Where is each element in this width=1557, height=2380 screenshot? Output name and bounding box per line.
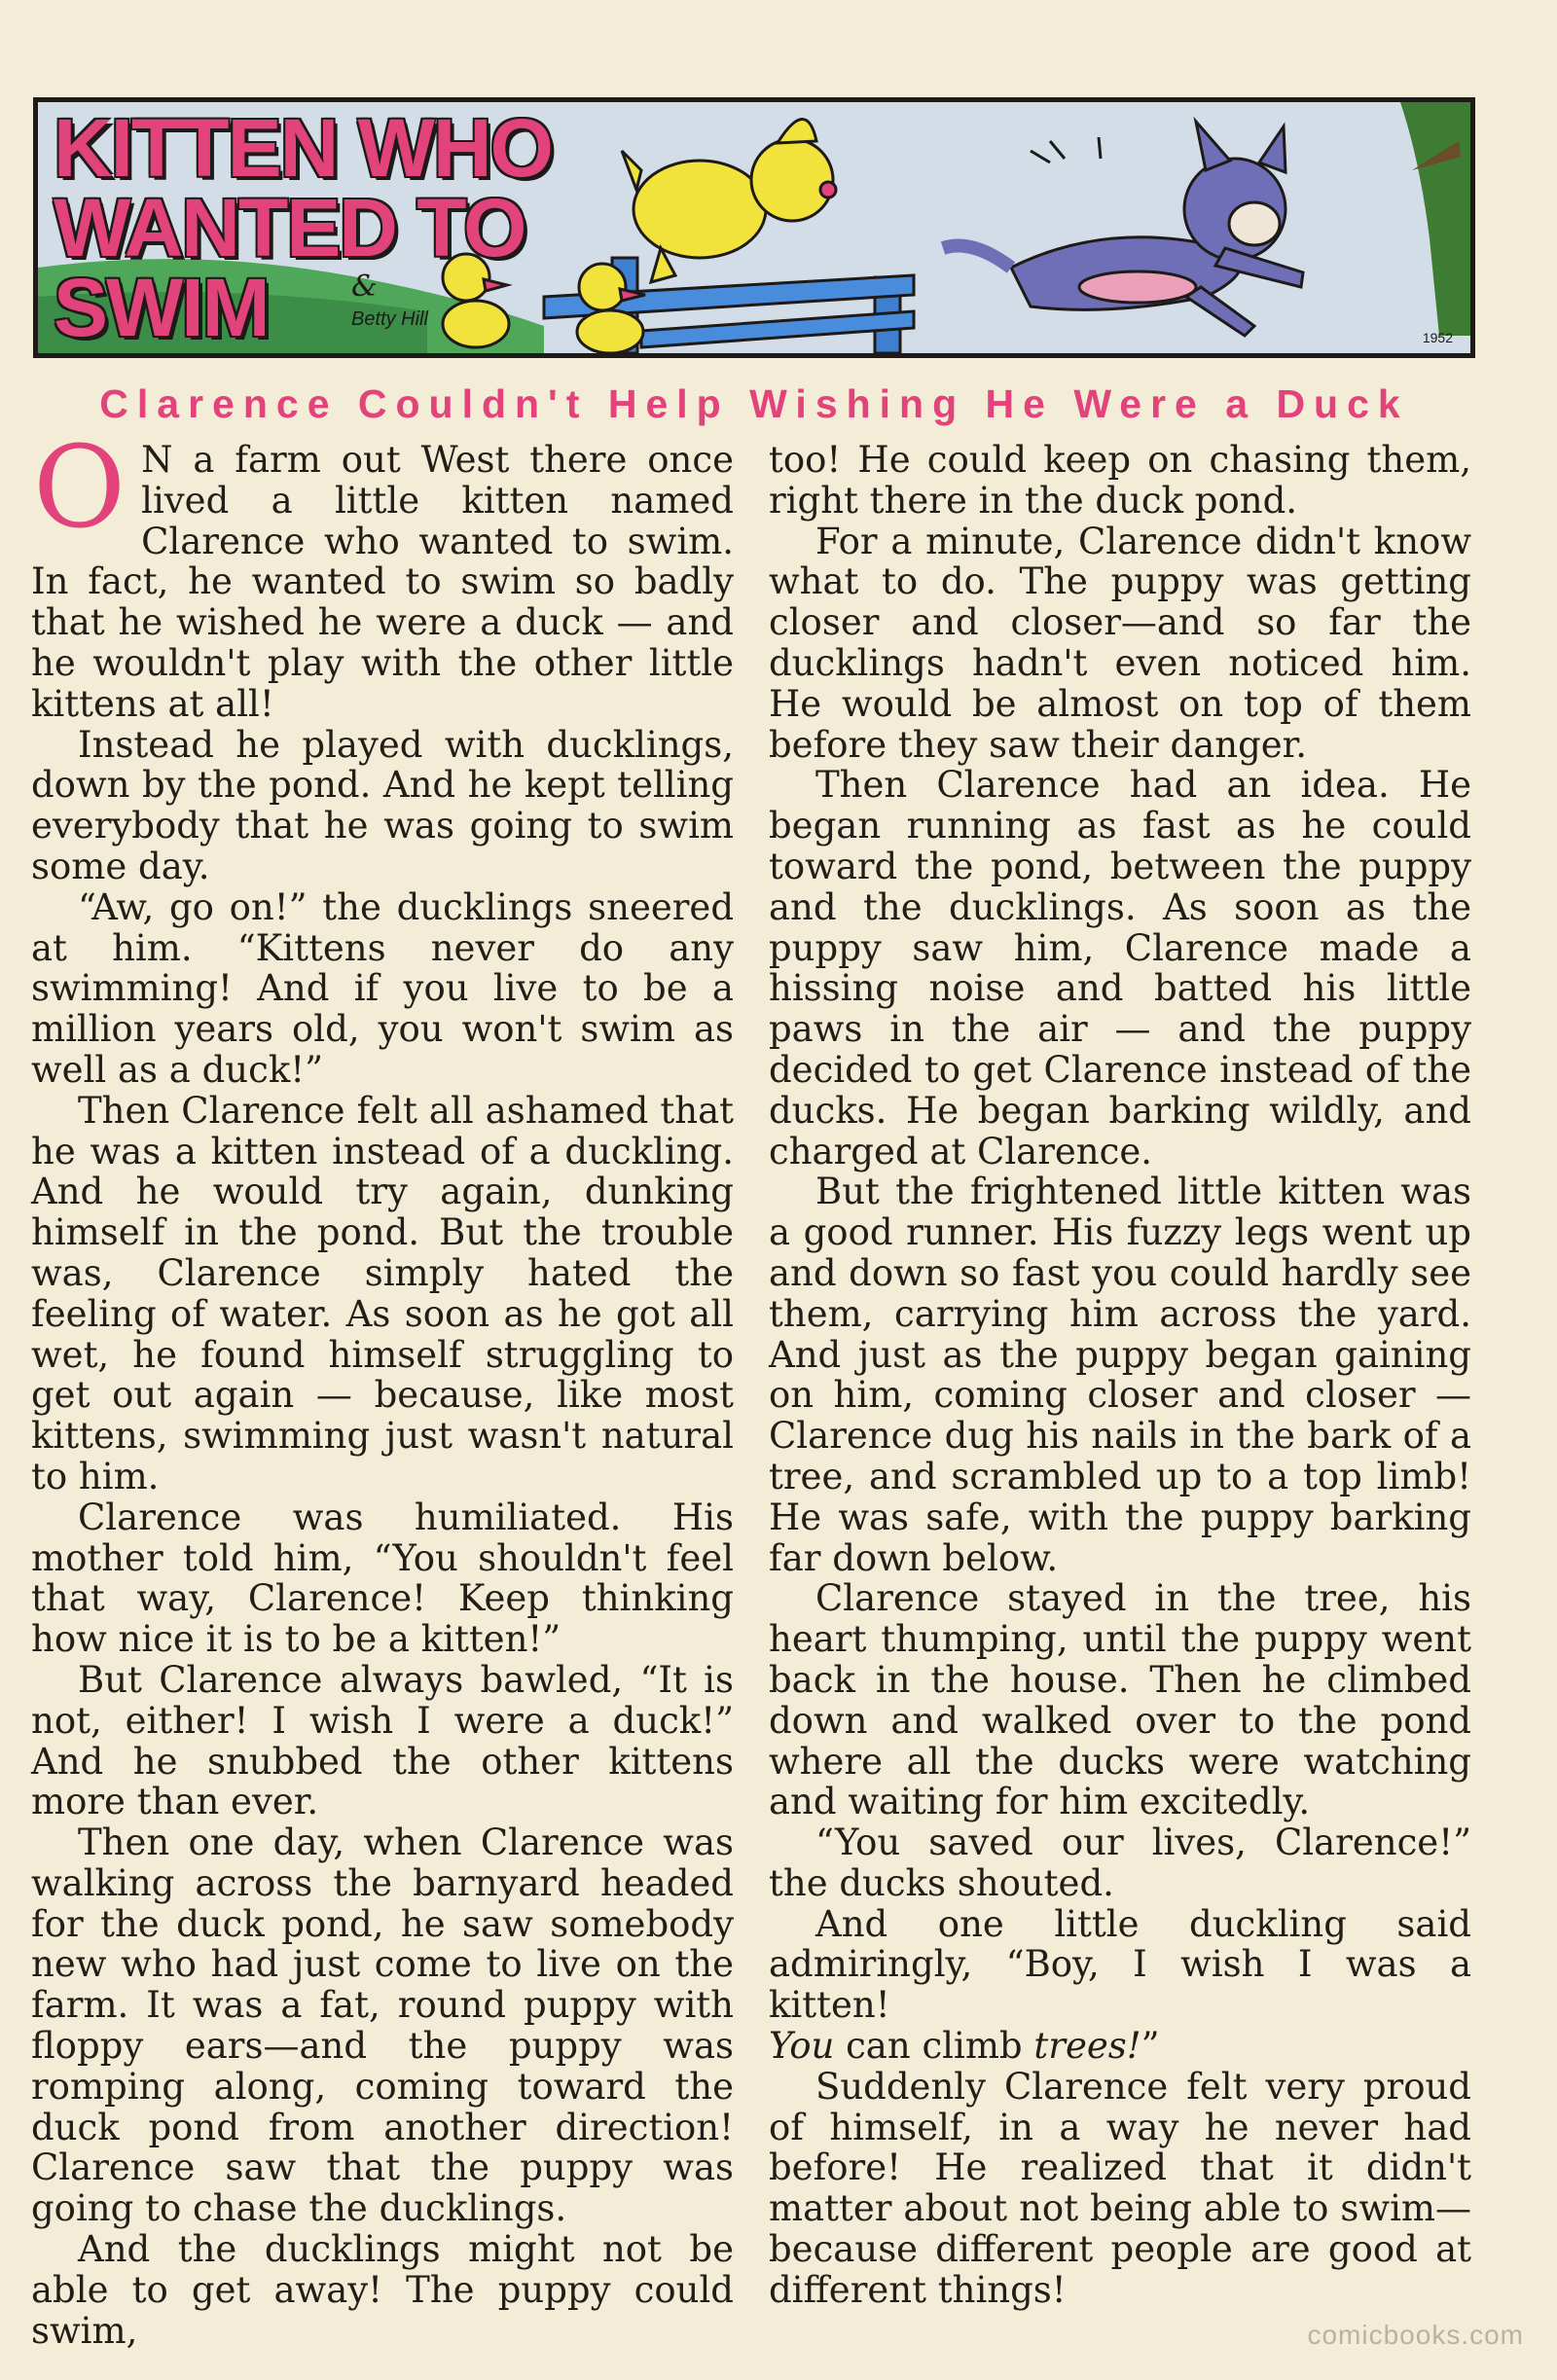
title-line-1: KITTEN WHO: [54, 102, 552, 194]
paragraph: Suddenly Clarence felt very proud of himself, in a way he never had before! He realized that it didn't matter about not being able to swim— because different people are good at different things!: [769, 2065, 1471, 2311]
paragraph: Then Clarence felt all ashamed that he was a kitten instead of a duckling. And he would try again, dunking himself in the pond. But the trouble was, Clarence simply hated the feeling of water. As soon as he got all wet, he found himself struggling to get out again — because, like most kittens, swimming just wasn't natural to him.: [31, 1089, 734, 1497]
paragraph: Then one day, when Clarence was walking across the barnyard headed for the duck pond, he saw somebody new who had just come to live on the farm. It was a fat, round puppy with floppy ears—and the puppy was romping along, coming toward the duck pond from another direction! Clarence saw that the puppy was going to chase the ducklings.: [31, 1821, 734, 2230]
paragraph: Then Clarence had an idea. He began running as fast as he could toward the pond, between the puppy and the ducklings. As soon as the puppy saw him, Clarence made a hissing noise and batted his little paws in the air — and the puppy decided to get Clarence instead of the ducks. He began barking wildly, and charged at Clarence.: [769, 764, 1471, 1172]
paragraph: Clarence stayed in the tree, his heart thumping, until the puppy went back in the house. Then he climbed down and walked over to the pond where all the ducks were watching and waiting for him excitedly.: [769, 1577, 1471, 1823]
paragraph: And one little duckling said admiringly, “Boy, I wish I was a kitten! You can climb trees!”: [769, 1902, 1471, 2068]
paragraph: But the frightened little kitten was a good runner. His fuzzy legs went up and down so fast you could hardly see them, carrying him across the yard. And just as the puppy began gaining on him, coming closer and closer — Clarence dug his nails in the bark of a tree, and scrambled up to a top limb! He was safe, with the puppy barking far down below.: [769, 1171, 1471, 1579]
paragraph: O N a farm out West there once lived a little kitten named Clarence who wanted to swim. In fact, he wanted to swim so badly that he wished he were a duck — and he wouldn't play with the other little kittens at all!: [31, 422, 734, 725]
paragraph: But Clarence always bawled, “It is not, either! I wish I were a duck!” And he snubbed the other kittens more than ever.: [31, 1658, 734, 1823]
story-subtitle: Clarence Couldn't Help Wishing He Were a Duck: [99, 381, 1409, 426]
title-line-3: SWIM: [54, 262, 269, 353]
paragraph: “Aw, go on!” the ducklings sneered at him. “Kittens never do any swimming! And if you live to be a million years old, you won't swim as well as a duck!”: [31, 885, 734, 1091]
paragraph: “You saved our lives, Clarence!” the ducks shouted.: [769, 1821, 1471, 1904]
copyright-year: 1952: [1422, 330, 1453, 345]
title-banner: [33, 97, 1475, 358]
paragraph: And the ducklings might not be able to get away! The puppy could swim,: [31, 2228, 734, 2352]
text-column-right: [769, 440, 1471, 2311]
story-title: [54, 102, 552, 353]
text-column-left: [31, 422, 734, 2352]
paragraph: For a minute, Clarence didn't know what to do. The puppy was getting closer and closer—and so far the ducklings hadn't even noticed him. He would be almost on top of them before they saw their danger.: [769, 520, 1471, 766]
paragraph: Instead he played with ducklings, down by the pond. And he kept telling everybody that he was going to swim some day.: [31, 723, 734, 887]
site-watermark: comicbooks.com: [1307, 2320, 1524, 2350]
title-line-2: WANTED TO: [54, 182, 525, 273]
paragraph: Clarence was humiliated. His mother told him, “You shouldn't feel that way, Clarence! Keep thinking how nice it is to be a kitten!”: [31, 1496, 734, 1661]
paragraph: too! He could keep on chasing them, right there in the duck pond.: [769, 439, 1471, 522]
drop-cap: O: [33, 422, 127, 554]
credit-ampersand: &: [351, 270, 378, 304]
author-credit: Betty Hill: [351, 308, 428, 330]
